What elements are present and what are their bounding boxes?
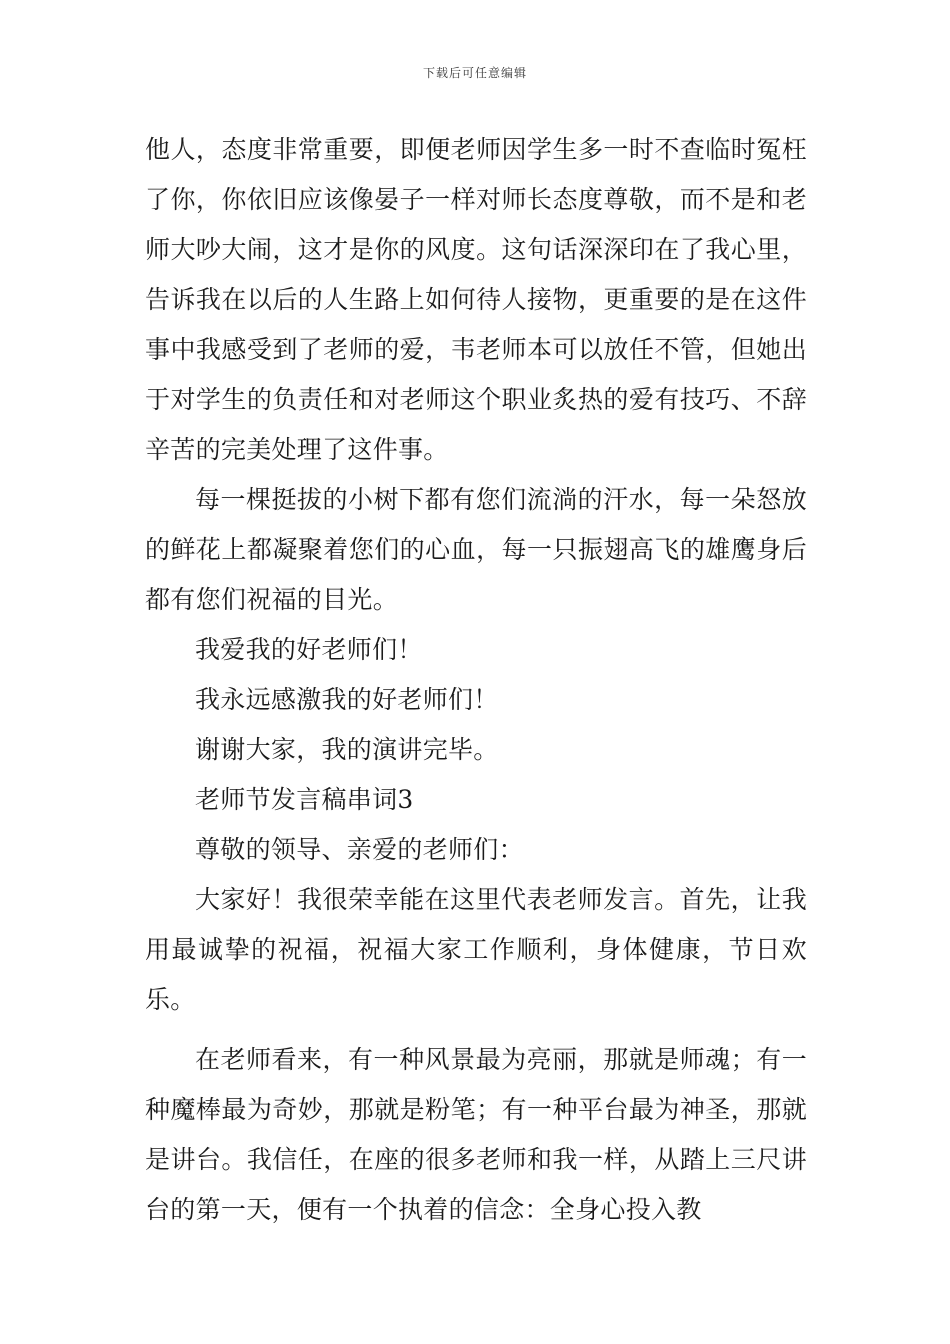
paragraph-1: 他人，态度非常重要，即便老师因学生多一时不查临时冤枉了你，你依旧应该像晏子一样对师长态度尊敬，而不是和老师大吵大闹，这才是你的风度。这句话深深印在了我心里，告诉我在以后的人生路上如何待人接物，更重要的是在这件事中我感受到了老师的爱，韦老师本可以放任不管，但她出于对学生的负责任和对老师这个职业炙热的爱有技巧、不辞辛苦的完美处理了这件事。 [145, 135, 807, 464]
paragraph-3: 我爱我的好老师们！ [195, 635, 423, 664]
paragraph-4: 我永远感激我的好老师们！ [195, 685, 499, 714]
paragraph-9: 在老师看来，有一种风景最为亮丽，那就是师魂；有一种魔棒最为奇妙，那就是粉笔；有一种平台最为神圣，那就是讲台。我信任，在座的很多老师和我一样，从踏上三尺讲台的第一天，便有一个执着的信念：全身心投入教 [145, 1045, 807, 1224]
page-header: 下载后可任意编辑 [422, 66, 527, 80]
salutation: 尊敬的领导、亲爱的老师们： [195, 835, 524, 864]
document-body [145, 125, 807, 1235]
paragraph-2: 每一棵挺拔的小树下都有您们流淌的汗水，每一朵怒放的鲜花上都凝聚着您们的心血，每一只振翅高飞的雄鹰身后都有您们祝福的目光。 [145, 485, 807, 614]
paragraph-5: 谢谢大家，我的演讲完毕。 [195, 735, 499, 764]
section-heading: 老师节发言稿串词3 [195, 785, 414, 814]
paragraph-8: 大家好！我很荣幸能在这里代表老师发言。首先，让我用最诚挚的祝福，祝福大家工作顺利，身体健康，节日欢乐。 [145, 885, 807, 1014]
